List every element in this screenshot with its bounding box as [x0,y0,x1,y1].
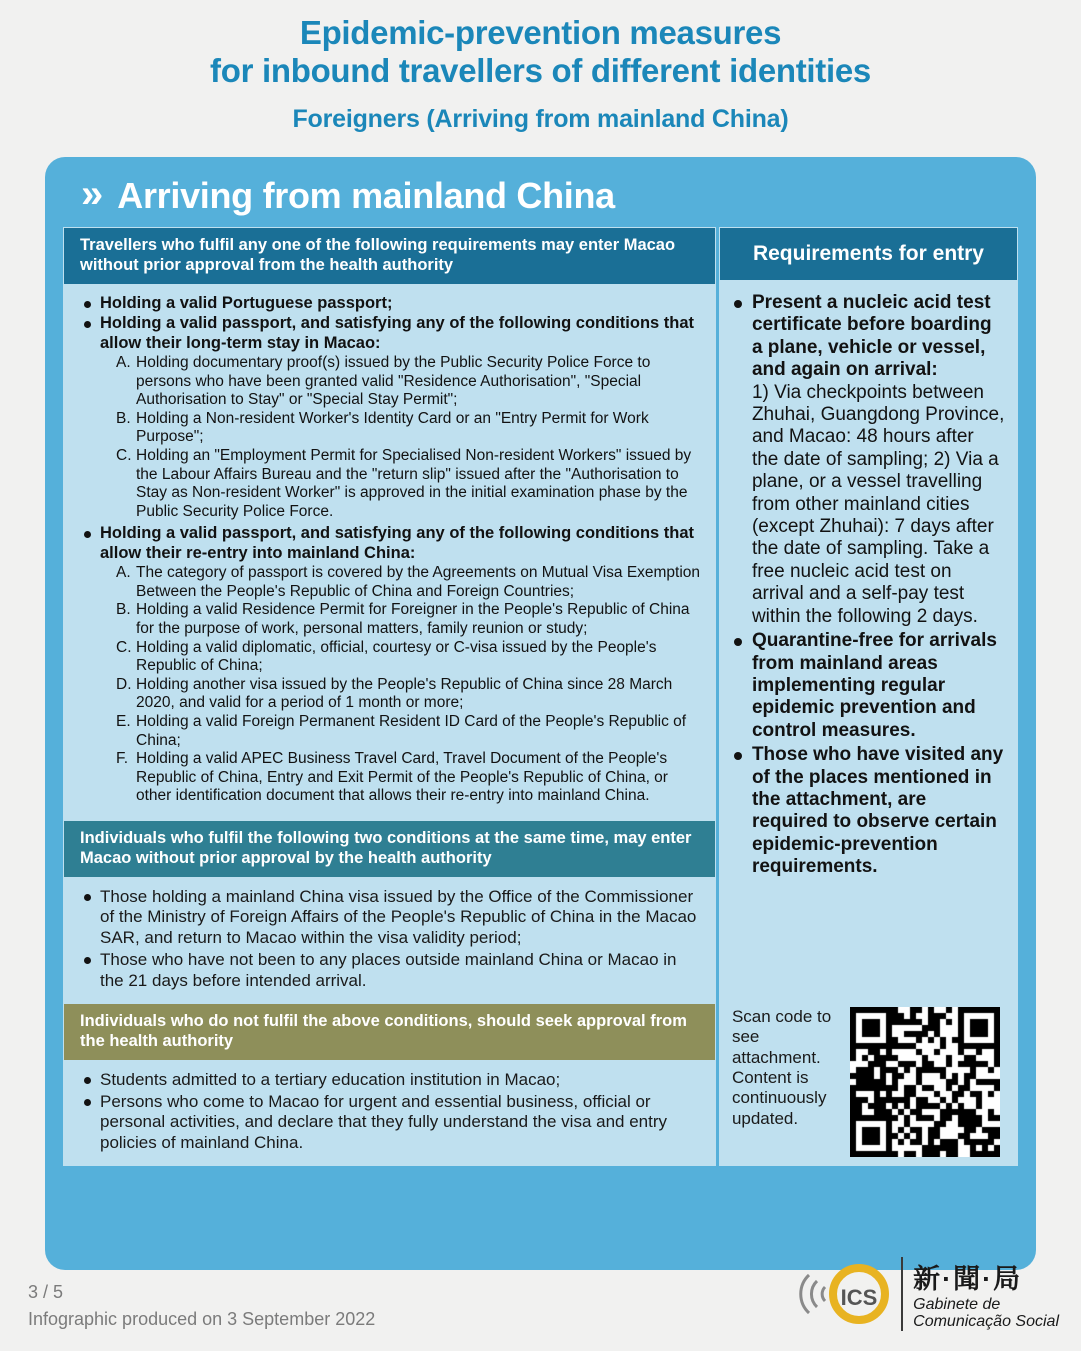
page-number: 3 / 5 [28,1282,64,1302]
conditions-list [80,887,703,992]
content-grid [63,227,1018,1166]
sub-text: The category of passport is covered by the Agreements on Mutual Visa Exemption Between the People's Republic of China and Foreign Countries; [136,564,701,600]
sub-list [100,354,703,521]
sub-marker: E. [116,713,131,731]
left-body-3 [63,1061,716,1166]
sub-list-item [116,713,703,750]
double-chevron-right-icon: » [81,172,104,216]
title-line-2: for inbound travellers of different identities [210,52,871,90]
gcs-logo-icon [795,1257,891,1331]
sub-marker: B. [116,409,131,427]
list-item [732,630,1005,742]
sub-marker: F. [116,750,129,768]
left-body-1 [63,285,716,820]
list-item [80,524,703,806]
list-item-text: Holding a valid passport, and satisfying any of the following conditions that allow their re-entry into mainland China: [100,524,695,562]
sub-list [100,564,703,806]
logo-text [901,1257,1059,1331]
sub-text: Holding a valid Residence Permit for Foreigner in the People's Republic of China for the purpose of work, personal matters, family reunion or study; [136,601,690,638]
list-item: Persons who come to Macao for urgent and essential business, official or personal activities, and declare that they fully understand the visa and entry policies of mainland China. [80,1092,703,1154]
sub-marker: B. [116,601,131,619]
list-item [732,292,1005,628]
sub-list-item [116,676,703,713]
sub-text: Holding a valid APEC Business Travel Card, Travel Document of the People's Republic of China, Entry and Exit Permit of the People's Republic of China, or other identification document that allows their re-entry into mainland China. [136,750,668,805]
qr-caption: Scan code to see attachment. Content is continuously updated. [731,1006,832,1128]
approval-list [80,1070,703,1154]
left-header-2: Individuals who fulfil the following two conditions at the same time, may enter Macao without prior approval by the health authority [63,820,716,878]
list-item [732,744,1005,878]
sub-marker: A. [116,564,131,582]
sub-marker: D. [116,675,132,693]
entry-requirements-list [732,292,1005,881]
list-item: Those who have not been to any places outside mainland China or Macao in the 21 days before intended arrival. [80,950,703,991]
right-column [719,227,1018,1166]
svg-text:ICS: ICS [840,1284,878,1310]
card-header [63,169,1018,227]
requirement-detail: 1) Via checkpoints between Zhuhai, Guangdong Province, and Macao: 48 hours after the date of sampling; 2) Via a plane, or a vessel travelling from other mainland cities (except Zhuhai): 7 days after the date of sampling. Take a free nucleic acid test on arrival and a self-pay test within the following 2 days. [751,381,1005,627]
gcs-logo [795,1257,1059,1331]
page-subtitle: Foreigners (Arriving from mainland China) [292,104,789,133]
sub-marker: A. [116,354,131,371]
sub-text: Holding documentary proof(s) issued by the Public Security Police Force to persons who have been granted valid "Residence Authorisation", "Special Authorisation to Stay" or "Special Stay Permit"; [136,354,651,409]
logo-portuguese-2: Comunicação Social [913,1313,1059,1331]
sub-text: Holding a valid Foreign Permanent Resident ID Card of the People's Republic of China; [136,713,687,749]
requirements-list [80,294,703,806]
sub-text: Holding a valid diplomatic, official, courtesy or C-visa issued by the People's Republic of China; [136,638,657,675]
logo-chinese: 新·聞·局 [913,1263,1023,1294]
left-header-1: Travellers who fulfil any one of the following requirements may enter Macao without prior approval from the health authority [63,227,716,285]
list-item: Those holding a mainland China visa issued by the Office of the Commissioner of the Ministry of Foreign Affairs of the People's Republic of China in the Macao SAR, and return to Macao within the visa validity period; [80,887,703,949]
sub-text: Holding another visa issued by the People's Republic of China since 28 March 2020, and valid for a period of 1 month or more; [136,675,673,712]
qr-code-icon[interactable] [850,1007,1000,1157]
sub-marker: C. [116,446,132,464]
card-heading: Arriving from mainland China [117,175,615,216]
list-item [80,314,703,521]
sub-marker: C. [116,638,132,656]
left-header-3: Individuals who do not fulfil the above conditions, should seek approval from the health authority [63,1003,716,1061]
sub-list-item [116,639,703,676]
right-body [719,281,1018,1166]
left-column [63,227,716,1166]
requirement-bold: Quarantine-free for arrivals from mainland areas implementing regular epidemic prevention and control measures. [751,630,997,741]
footer-note: Infographic produced on 3 September 2022 [28,1309,376,1329]
sub-list-item [116,447,703,521]
list-item: Students admitted to a tertiary education institution in Macao; [80,1070,703,1091]
sub-list-item [116,354,703,410]
logo-portuguese-1: Gabinete de [913,1295,1001,1313]
sub-list-item [116,601,703,638]
page-title [0,0,1081,134]
right-header: Requirements for entry [719,227,1018,281]
requirement-bold: Those who have visited any of the places mentioned in the attachment, are required to observe certain epidemic-prevention requirements. [751,744,1004,878]
left-body-2 [63,878,716,1004]
main-card [45,157,1036,1270]
sub-text: Holding a Non-resident Worker's Identity Card or an "Entry Permit for Work Purpose"; [136,409,649,446]
qr-section [732,993,1005,1157]
list-item-text: Holding a valid passport, and satisfying any of the following conditions that allow their long-term stay in Macao: [100,314,695,352]
sub-list-item [116,750,703,806]
requirement-bold: Present a nucleic acid test certificate before boarding a plane, vehicle or vessel, and again on arrival: [751,292,992,381]
list-item-text: Holding a valid Portuguese passport; [100,293,393,312]
footer [28,1279,375,1333]
sub-text: Holding an "Employment Permit for Specialised Non-resident Workers" issued by the Labour Affairs Bureau and the "return slip" issued after the "Authorisation to Stay as Non-resident Worker" is approved in the initial examination phase by the Public Security Police Force. [136,446,692,520]
sub-list-item [116,564,703,601]
list-item [80,294,703,313]
sub-list-item [116,410,703,447]
title-line-1: Epidemic-prevention measures [299,14,782,51]
